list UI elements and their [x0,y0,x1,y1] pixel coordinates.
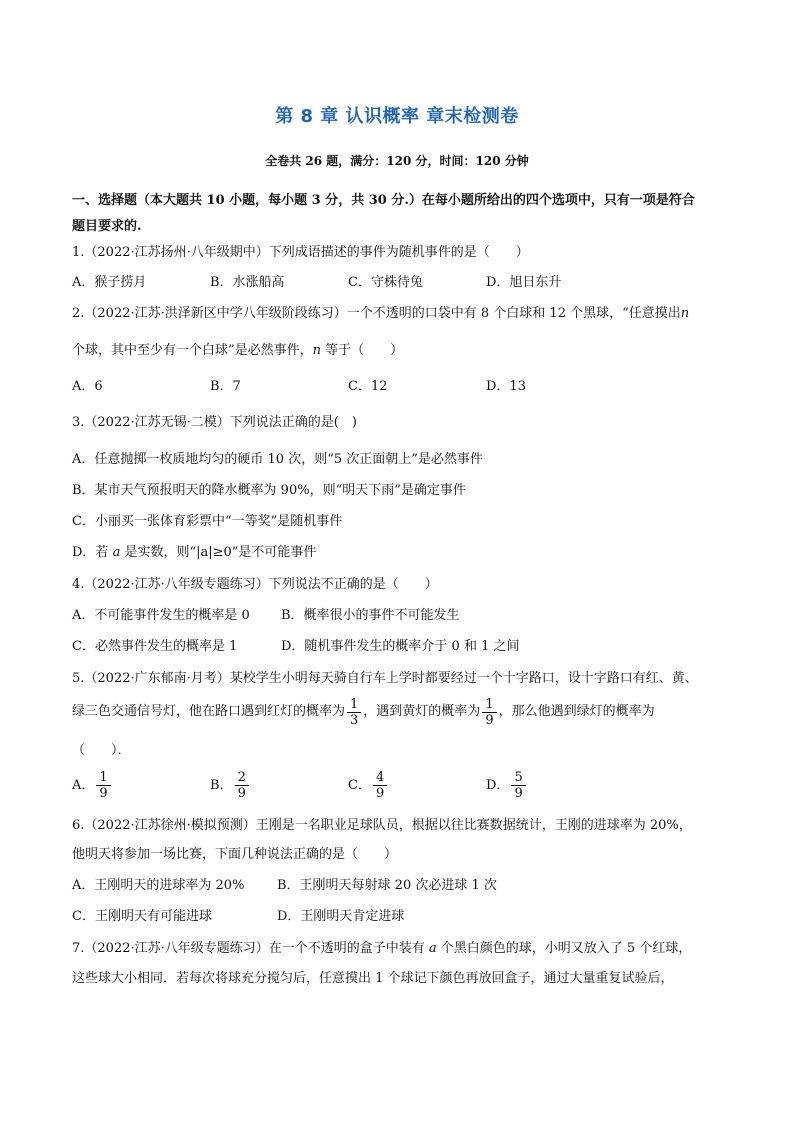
question-2-option-a: A．6 [72,379,103,394]
question-4-option-a: A．不可能事件发生的概率是 0 [72,608,250,623]
question-5-stem-line3: （ ）． [72,743,131,758]
question-4-option-d: D．随机事件发生的概率介于 0 和 1 之间 [281,639,520,654]
question-1-option-b: B．水涨船高 [210,275,285,290]
question-6-option-d: D．王刚明天肯定进球 [277,909,405,924]
question-1-option-a: A．猴子捞月 [72,275,147,290]
question-2-option-c: C．12 [348,379,388,394]
question-2-option-d: D．13 [486,379,526,394]
question-2-stem-line1: 2.（2022·江苏·洪泽新区中学八年级阶段练习）一个不透明的口袋中有 8 个白球和 12 个黑球，“任意摸出n [72,306,690,321]
question-7-stem-line2: 这些球大小相同．若每次将球充分搅匀后，任意摸出 1 个球记下颜色再放回盒子，通过大量重复试验后， [72,971,674,986]
section-heading: 一、选择题（本大题共 10 小题，每小题 3 分，共 30 分.）在每小题所给出的四个选项中，只有一项是符合 [72,193,695,208]
question-1-stem: 1.（2022·江苏扬州·八年级期中）下列成语描述的事件为随机事件的是（ ） [72,245,529,260]
question-5-option-b: B． $\frac{2}{9}$ [210,770,251,801]
question-3-option-c: C．小丽买一张体育彩票中“一等奖”是随机事件 [72,514,343,529]
question-6-stem-line1: 6.（2022·江苏徐州·模拟预测）王刚是一名职业足球队员，根据以往比赛数据统计，王刚的进球率为 20%， [72,818,692,833]
question-6-option-c: C．王刚明天有可能进球 [72,909,212,924]
question-2-stem-line2: 个球，其中至少有一个白球”是必然事件，n 等于（ ） [72,343,404,358]
question-6-option-b: B．王刚明天每射球 20 次必进球 1 次 [277,878,497,893]
question-3-option-a: A．任意抛掷一枚质地均匀的硬币 10 次，则“5 次正面朝上”是必然事件 [72,452,483,467]
question-1-option-d: D．旭日东升 [486,275,562,290]
question-4-option-b: B．概率很小的事件不可能发生 [281,608,460,623]
question-3-stem: 3.（2022·江苏无锡·二模）下列说法正确的是( ) [72,415,357,430]
question-5-option-a: A． $\frac{1}{9}$ [72,770,113,801]
question-6-option-a: A．王刚明天的进球率为 20% [72,878,245,893]
question-3-option-d: D．若 a 是实数，则“|a|≥0”是不可能事件 [72,545,317,560]
question-6-stem-line2: 他明天将参加一场比赛，下面几种说法正确的是（ ） [72,847,398,862]
question-5-stem-line1: 5.（2022·广东郁南·月考）某校学生小明每天骑自行车上学时都要经过一个十字路口，设十字路口有红、黄、 [72,671,698,686]
question-7-stem-line1: 7.（2022·江苏·八年级专题练习）在一个不透明的盒子中装有 a 个黑白颜色的球，小明又放入了 5 个红球， [72,941,692,956]
fraction-yellow: $\frac{1}{9}$ [482,697,496,728]
question-4-option-c: C．必然事件发生的概率是 1 [72,639,238,654]
question-4-stem: 4.（2022·江苏·八年级专题练习）下列说法不正确的是（ ） [72,577,438,592]
page-title: 第 8 章 认识概率 章末检测卷 [275,106,519,127]
fraction-red: $\frac{1}{3}$ [347,697,361,728]
question-5-stem-line2: 绿三色交通信号灯，他在路口遇到红灯的概率为 $\frac{1}{3}$ ，遇到黄灯的概率为 $\frac{1}{9}$ ，那么他遇到绿灯的概率为 [72,696,655,728]
question-1-option-c: C．守株待兔 [348,275,423,290]
question-5-option-d: D． $\frac{5}{9}$ [486,770,528,801]
question-5-option-c: C． $\frac{4}{9}$ [348,770,389,801]
exam-info: 全卷共 26 题，满分：120 分，时间：120 分钟 [265,154,529,168]
question-2-option-b: B．7 [210,379,241,394]
question-3-option-b: B．某市天气预报明天的降水概率为 90%，则“明天下雨”是确定事件 [72,483,466,498]
section-heading-cont: 题目要求的. [72,219,142,234]
